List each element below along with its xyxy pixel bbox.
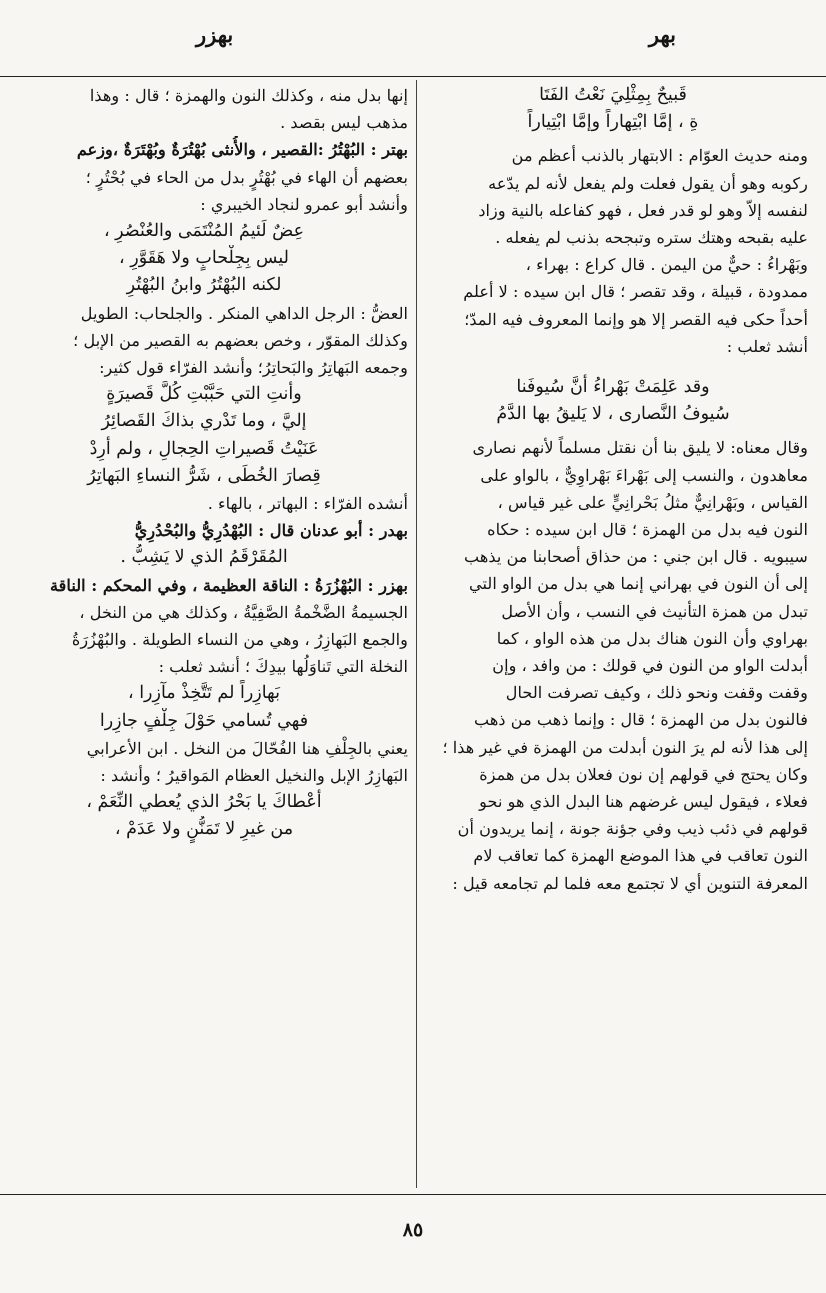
verse-line: عِضٌ لَئيمُ المُنْتَمَى والعُنْصُرِ ، bbox=[103, 221, 305, 242]
verse-line: سُيوفُ النَّصارى ، لا يَليقُ بها الدَّمُ bbox=[496, 404, 730, 425]
verse-line: إليَّ ، وما تَدْري بذاكَ القَصائِرُ bbox=[101, 411, 307, 432]
text-line: النخلة التي تَناوَلُها بيدِكَ ؛ أنشد ثعلب : bbox=[158, 657, 408, 677]
text-line: يعني بالجِلْفِ هنا الفُحّالَ من النخل . ابن الأعرابي bbox=[86, 738, 408, 758]
text-line: إلى هذا لأنه لم يرَ النون أبدلت من الهمزة في غير هذا ؛ bbox=[442, 737, 808, 757]
text-line: لنفسه إلاّ وهو لو قدر فعل ، فهو كفاعله بالنية وزاد bbox=[478, 200, 808, 220]
text-line: سيبويه . قال ابن جني : من حذاق أصحابنا من يذهب bbox=[463, 547, 808, 567]
text-line: وبَهْراءُ : حيٌّ من اليمن . قال كراع : بهراء ، bbox=[525, 255, 808, 275]
text-line: فعلاء ، فيقول ليس غرضهم هنا البدل الذي هو نحو bbox=[479, 792, 808, 812]
verse-line: وقد عَلِمَتْ بَهْراءُ أنَّ سُيوفَنا bbox=[516, 377, 710, 398]
verse-line: ليس بِجِلْحابٍ ولا هَقَوَّرِ ، bbox=[119, 248, 289, 269]
text-line: ومنه حديث العوّام : الابتهار بالذنب أعظم من bbox=[511, 146, 808, 166]
header-left-word: بهزر bbox=[196, 22, 234, 47]
header-rule bbox=[0, 76, 826, 77]
header-right-word: بهر bbox=[648, 22, 676, 47]
verse-line: ةِ ، إمَّا ابْتِهاراً وإمَّا ابْتِياراً bbox=[527, 112, 699, 133]
entry-head-bahtar: بهتر : البُهْتُرُ :القصير ، والأُنثى بُهْتُرَةٌ وبُهْتَرَةٌ ،وزعم bbox=[76, 140, 408, 160]
verse-line: بَهازِراً لم تَتَّخِذْ مآزِرا ، bbox=[127, 683, 280, 704]
text-line: تبدل من همزة التأنيث في النسب ، وأن الأصل bbox=[501, 601, 808, 621]
page-number: ٨٥ bbox=[402, 1219, 424, 1241]
text-line: وكان يحتج في قولهم إن نون فعلان بدل من همزة bbox=[479, 764, 808, 784]
text-line: البَهازِرُ الإبل والنخيل العظام المَواقيرُ ؛ وأنشد : bbox=[100, 766, 408, 786]
verse-line: قَبيحٌ بِمِثْلِيَ نَعْتُ الفَتَا bbox=[539, 85, 687, 105]
text-line: أبدلت الواو من النون في قولك : من وافد ، وإن bbox=[492, 656, 808, 676]
text-line: وأنشد أبو عمرو لنجاد الخيبري : bbox=[200, 194, 408, 214]
text-line: المعرفة التنوين أي لا تجتمع معه فلما لم تجامعه قيل : bbox=[452, 873, 808, 893]
verse-line: فهي تُسامي حَوْلَ جِلْفٍ جازِرا bbox=[99, 710, 309, 731]
entry-head-bahzar: بهزر : البُهْزُرَةُ : الناقة العظيمة ، وفي المحكم : الناقة bbox=[50, 575, 408, 595]
text-line: ممدودة ، قبيلة ، وقد تقصر ؛ قال ابن سيده : لا أعلم bbox=[463, 282, 808, 302]
text-line: النون تعاقب في هذا الموضع الهمزة كما تعاقب لام bbox=[473, 846, 808, 866]
text-line: بعضهم أن الهاء في بُهْتُرٍ بدل من الحاء في بُحْتُرٍ ؛ bbox=[85, 167, 408, 187]
text-line: أنشد ثعلب : bbox=[726, 336, 808, 356]
text-line: وجمعه البَهاتِرُ والبَحاتِرُ؛ وأنشد الفرّاء قول كثير: bbox=[99, 358, 408, 378]
verse-line: من غيرِ لا تَمَنُّنٍ ولا عَدَمْ ، bbox=[114, 819, 294, 840]
verse-line: أعْطاكَ يا بَحْرُ الذي يُعطي النِّعَمْ ، bbox=[86, 792, 322, 813]
text-line: إنها بدل منه ، وكذلك النون والهمزة ؛ قال : وهذا bbox=[89, 86, 408, 105]
text-line: فالنون بدل من الهمزة ؛ قال : وإنما ذهب من ذهب bbox=[473, 710, 808, 730]
entry-head-bahdar: بهدر : أبو عدنان قال : البُهْدُرِيُّ والبُحْدُرِيُّ bbox=[134, 521, 408, 541]
verse-line: عَنَيْتُ قَصيراتِ الحِجالِ ، ولم أُرِدْ bbox=[89, 438, 319, 459]
text-line: المُقَرْقَمُ الذي لا يَشِبُّ . bbox=[120, 547, 288, 568]
text-line: النون فيه بدل من الهمزة ؛ قال ابن سيده : حكاه bbox=[487, 520, 808, 540]
text-line: الجسيمةُ الضَّخْمةُ الصَّفِيَّةُ ، وكذلك هي من النخل ، bbox=[79, 602, 408, 622]
verse-line: قِصارَ الخُطَى ، شَرُّ النساءِ البَهاتِرُ bbox=[87, 465, 321, 486]
text-line: عليه بقبحه وهتك ستره وتبجحه بذنب لم يفعله . bbox=[495, 228, 808, 248]
column-divider bbox=[416, 80, 417, 1188]
text-line: أنشده الفرّاء : البهاتر ، بالهاء . bbox=[207, 494, 408, 514]
text-line: أحداً حكى فيه القصر إلا هو وإنما المعروف فيه المدّ؛ bbox=[464, 309, 808, 329]
footer-rule bbox=[0, 1194, 826, 1195]
text-line: قولهم في ذئب ذيب وفي جؤنة جونة ، إنما يريدون أن bbox=[457, 819, 808, 839]
text-line: بهراوي وأن النون هناك بدل من هذه الواو ، كما bbox=[496, 628, 808, 648]
verse-line: لكنه البُهْتُرُ وابنُ البُهْتُرِ bbox=[126, 275, 282, 296]
text-line: ركوبه وهو أن يقول فعلت ولم يفعل لأنه لم يدّعه bbox=[488, 173, 808, 193]
text-line: مذهب ليس بقصد . bbox=[280, 113, 408, 133]
text-line: معاهدون ، والنسب إلى بَهْراءَ بَهْراوِيٌّ ، بالواو على bbox=[480, 465, 808, 485]
text-line: والجمع البَهازِرُ ، وهي من النساء الطويلة . والبُهْزُرَةُ bbox=[71, 630, 408, 650]
text-line: القياس ، وبَهْرانِيٌّ مثلُ بَحْرانِيٍّ على غير قياس ، bbox=[497, 492, 808, 512]
left-column bbox=[0, 82, 408, 1190]
text-line: وقفت وقفت ونحو ذلك ، وكيف تصرفت الحال bbox=[505, 683, 808, 703]
verse-line: وأنتِ التي حَبَّبْتِ كُلَّ قَصيرَةٍ bbox=[106, 384, 302, 405]
text-line: العضُّ : الرجل الداهي المنكر . والجلحاب: الطويل bbox=[80, 303, 408, 323]
right-column bbox=[418, 82, 808, 1190]
text-line: وقال معناه: لا يليق بنا أن نقتل مسلماً لأنهم نصارى bbox=[472, 438, 808, 458]
text-line: وكذلك المقوّر ، وخص بعضهم به القصير من الإبل ؛ bbox=[73, 330, 408, 350]
text-line: إلى أن النون في بهراني إنما هي بدل من الواو التي bbox=[469, 574, 808, 594]
